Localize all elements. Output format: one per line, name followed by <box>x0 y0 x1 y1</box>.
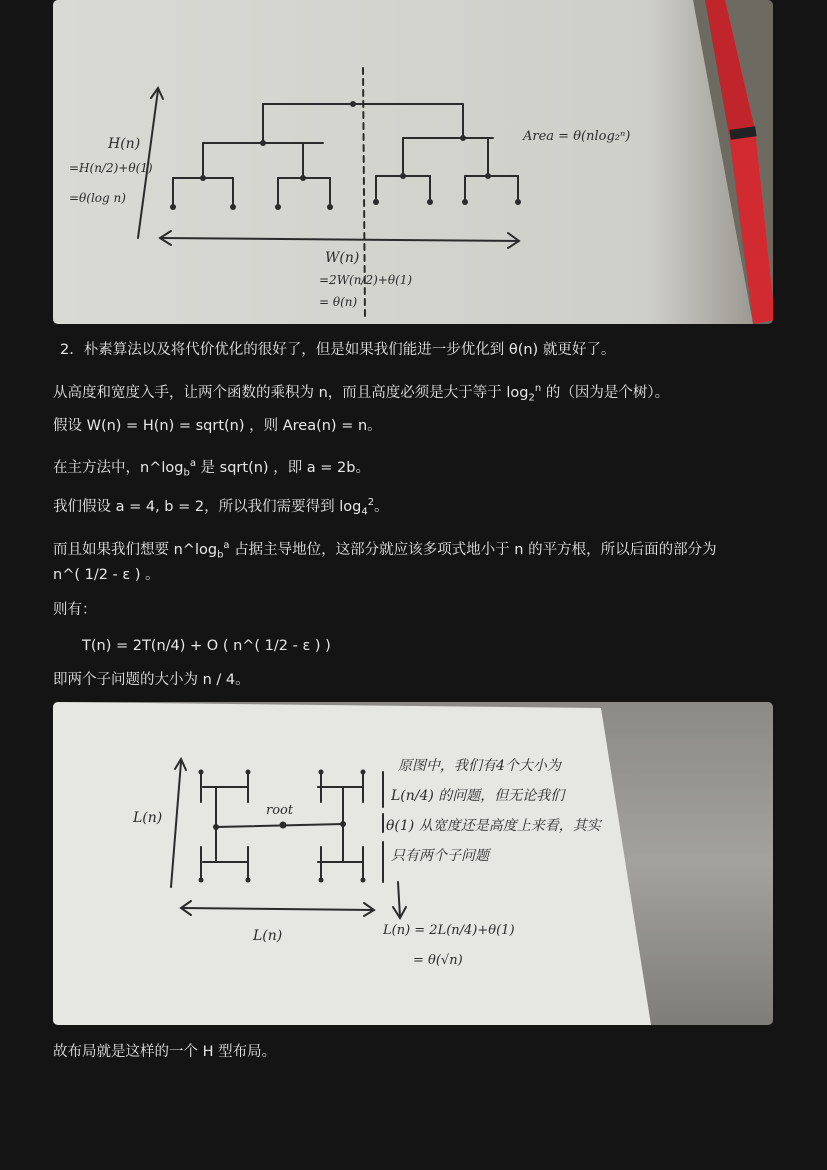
paragraph-2 <box>53 379 669 409</box>
p6-sub: b <box>217 549 224 561</box>
note-line-3: θ(1) 从宽度还是高度上来看，其实 <box>386 818 601 834</box>
tree-layout-sketch <box>53 0 773 324</box>
photo-tree-layout <box>53 0 773 324</box>
p2-text-end: 的（因为是个树）。 <box>541 384 670 401</box>
h-eq2: =θ(log n) <box>69 191 126 205</box>
l-label-left: L(n) <box>133 810 163 826</box>
p2-text: 从高度和宽度入手，让两个函数的乘积为 n，而且高度必须是大于等于 log <box>53 384 529 401</box>
note-line-2: L(n/4) 的问题，但无论我们 <box>391 788 565 804</box>
paragraph-3: 假设 W(n) = H(n) = sqrt(n) ，则 Area(n) = n。 <box>53 418 382 434</box>
paragraph-4 <box>53 454 370 484</box>
note-line-1: 原图中，我们有4个大小为 <box>398 758 561 774</box>
eq-line-1: L(n) = 2L(n/4)+θ(1) <box>383 923 515 938</box>
paragraph-6 <box>53 536 717 566</box>
l-label-bottom: L(n) <box>253 928 283 944</box>
paragraph-10: 故布局就是这样的一个 H 型布局。 <box>53 1044 277 1060</box>
formula-line: T(n) = 2T(n/4) + O ( n^( 1/2 - ε ) ) <box>82 638 331 654</box>
root-label: root <box>266 803 294 818</box>
eq-line-2: = θ(√n) <box>413 953 463 968</box>
paragraph-1: 2．朴素算法以及将代价优化的很好了，但是如果我们能进一步优化到 θ(n) 就更好了。 <box>60 342 616 358</box>
p6-sup: a <box>223 540 230 551</box>
paragraph-9: 即两个子问题的大小为 n / 4。 <box>53 672 250 688</box>
p6-text: 而且如果我们想要 n^log <box>53 541 218 558</box>
note-line-4: 只有两个子问题 <box>391 848 489 864</box>
paragraph-7: 则有： <box>53 602 97 618</box>
photo-h-layout <box>53 702 773 1025</box>
h-eq1: =H(n/2)+θ(1) <box>69 161 153 175</box>
p4-sub: b <box>183 467 190 479</box>
w-label: W(n) <box>325 250 360 266</box>
paragraph-5 <box>53 493 389 523</box>
h-layout-sketch <box>53 702 773 1025</box>
p5-text: 我们假设 a = 4, b = 2，所以我们需要得到 log <box>53 498 362 515</box>
area-note: Area = θ(nlog₂ⁿ) <box>523 129 631 144</box>
p5-sub: 4 <box>361 506 368 518</box>
p4-text: 在主方法中，n^log <box>53 459 184 476</box>
p4-sup: a <box>189 458 196 469</box>
p4-text-end: 是 sqrt(n) ，即 a = 2b。 <box>195 459 370 476</box>
h-label: H(n) <box>108 136 141 152</box>
w-eq1: =2W(n/2)+θ(1) <box>319 273 413 287</box>
w-eq2: = θ(n) <box>319 295 358 309</box>
p5-sup: 2 <box>367 497 375 508</box>
p5-text-end: 。 <box>374 498 389 515</box>
p2-sub: 2 <box>528 392 535 404</box>
paragraph-6-cont: n^( 1/2 - ε ) 。 <box>53 567 160 583</box>
p2-sup: n <box>534 383 542 394</box>
p6-text-end: 占据主导地位，这部分就应该多项式地小于 n 的平方根，所以后面的部分为 <box>229 541 717 558</box>
